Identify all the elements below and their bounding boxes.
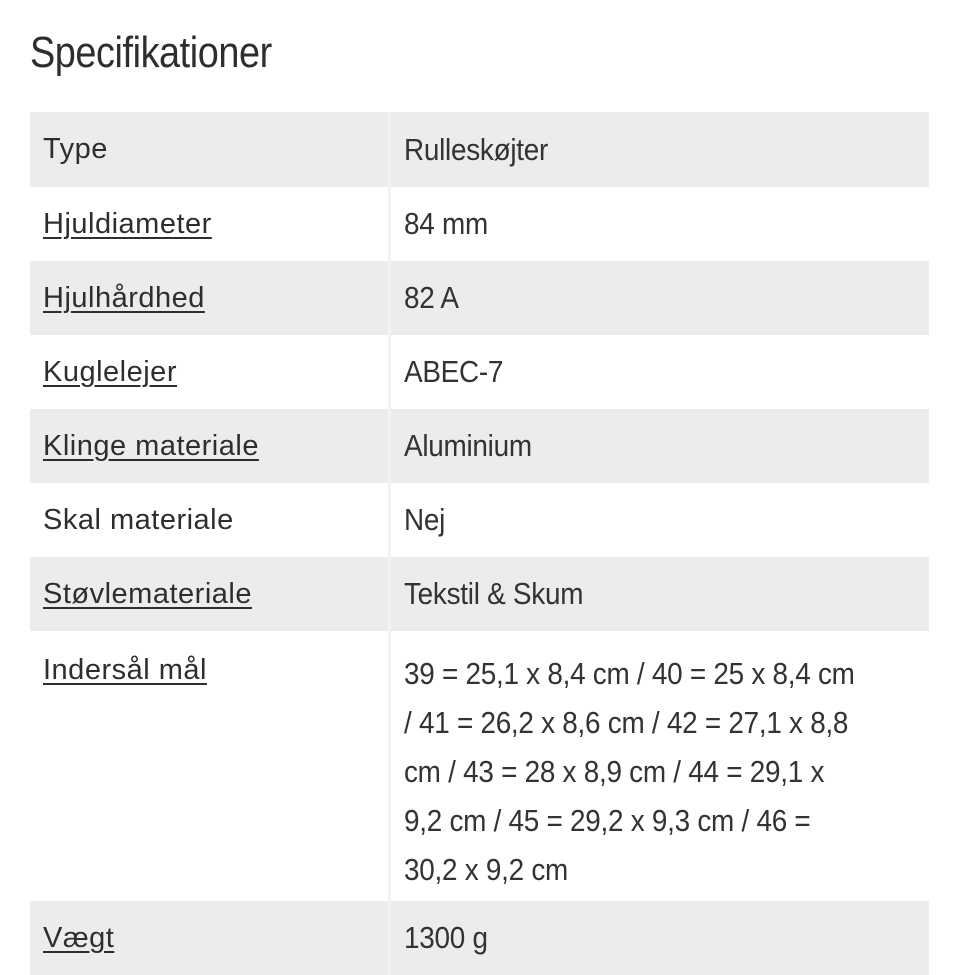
spec-key-link-stovlemateriale[interactable]: Støvlemateriale bbox=[43, 577, 252, 610]
spec-value-hjuldiameter: 84 mm bbox=[404, 206, 488, 241]
spec-key-skal-materiale: Skal materiale bbox=[43, 503, 234, 536]
spec-row-indersal-mal bbox=[30, 631, 929, 901]
page-title: Specifikationer bbox=[30, 28, 272, 77]
spec-value-vaegt: 1300 g bbox=[404, 920, 488, 955]
spec-key-link-indersal-mal[interactable]: Indersål mål bbox=[43, 654, 207, 686]
spec-value-klinge-materiale: Aluminium bbox=[404, 428, 532, 463]
spec-value-kuglelejer: ABEC-7 bbox=[404, 354, 504, 389]
spec-key-link-kuglelejer[interactable]: Kuglelejer bbox=[43, 355, 177, 388]
spec-value-stovlemateriale: Tekstil & Skum bbox=[404, 576, 584, 611]
spec-row-stovlemateriale bbox=[30, 557, 929, 631]
spec-value-skal-materiale: Nej bbox=[404, 502, 446, 537]
spec-row-vaegt bbox=[30, 901, 929, 975]
spec-key-link-vaegt[interactable]: Vægt bbox=[43, 921, 115, 954]
spec-row-hjuldiameter bbox=[30, 187, 929, 261]
spec-key-type: Type bbox=[43, 133, 108, 165]
spec-table bbox=[30, 112, 929, 975]
spec-value-indersal-mal: 39 = 25,1 x 8,4 cm / 40 = 25 x 8,4 cm / 41 = 26,2 x 8,6 cm / 42 = 27,1 x 8,8 cm / 43 = 28 x 8,9 cm / 44 = 29,1 x 9,2 cm / 45 = 29,2 x 9,3 cm / 46 = 30,2 x 9,2 cm bbox=[404, 656, 855, 887]
spec-row-hjulhardhed bbox=[30, 261, 929, 335]
spec-row-klinge-materiale bbox=[30, 409, 929, 483]
spec-value-type: Rulleskøjter bbox=[404, 131, 549, 167]
spec-row-kuglelejer bbox=[30, 335, 929, 409]
spec-key-link-klinge-materiale[interactable]: Klinge materiale bbox=[43, 429, 259, 462]
spec-value-hjulhardhed: 82 A bbox=[404, 280, 459, 315]
spec-row-type bbox=[30, 112, 929, 187]
spec-key-link-hjulhardhed[interactable]: Hjulhårdhed bbox=[43, 281, 205, 314]
spec-row-skal-materiale bbox=[30, 483, 929, 557]
spec-key-link-hjuldiameter[interactable]: Hjuldiameter bbox=[43, 207, 212, 240]
